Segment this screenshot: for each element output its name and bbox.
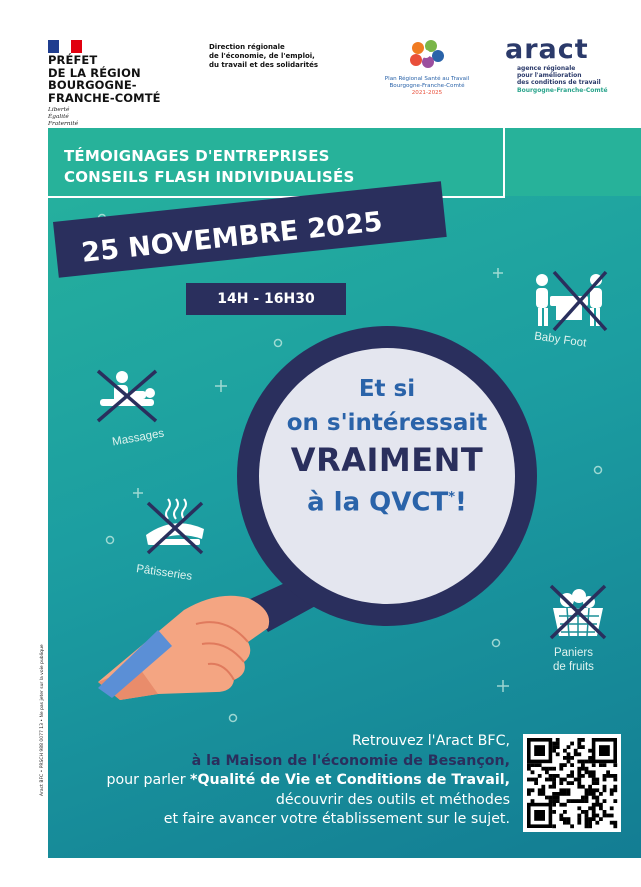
aract-subtitle-region: Bourgogne-Franche-Comté — [517, 86, 608, 94]
prst-emblem-icon — [404, 38, 450, 72]
aract-wordmark: aract — [505, 34, 589, 65]
lens-message — [262, 372, 512, 521]
aract-logo — [505, 35, 623, 94]
headline — [64, 146, 354, 188]
aract-subtitle — [517, 65, 623, 94]
lens-line-4 — [262, 480, 512, 521]
french-flag-icon — [48, 40, 82, 53]
event-time: 14H - 16H30 — [217, 291, 315, 307]
fruit-basket-icon — [545, 582, 611, 642]
headline-line-1: TÉMOIGNAGES D'ENTREPRISES — [64, 147, 330, 165]
prst-years: 2021-2025 — [411, 90, 443, 97]
babyfoot-label: Baby Foot — [533, 330, 588, 350]
prefet-title: PRÉFET DE LA RÉGION BOURGOGNE- FRANCHE-COMTÉ — [48, 53, 161, 105]
prst-text: Plan Régional Santé au Travail Bourgogne-Franche-Comté — [384, 76, 470, 90]
lens-line-4-end: ! — [455, 487, 467, 518]
bottom-line-3 — [70, 771, 510, 791]
massage-icon — [92, 365, 164, 427]
prst-logo — [372, 38, 482, 96]
bottom-message — [70, 732, 510, 830]
prefet-logo — [48, 40, 188, 128]
massages-label: Massages — [111, 427, 166, 449]
bottom-line-3-intro: pour parler — [106, 772, 191, 788]
qr-code[interactable] — [523, 734, 621, 832]
bottom-line-4: découvrir des outils et méthodes — [275, 791, 510, 808]
lens-line-2: on s'intéressait — [286, 410, 488, 436]
dreets-label: Direction régionale de l'économie, de l'emploi, du travail et des solidarités — [209, 43, 318, 69]
lens-line-4-text: à la QVCT — [307, 487, 449, 518]
event-date: 25 NOVEMBRE 2025 — [80, 206, 384, 269]
headline-line-2: CONSEILS FLASH INDIVIDUALISÉS — [64, 168, 355, 186]
paniers-label: Paniers de fruits — [553, 647, 594, 673]
lens-line-4-mark: * — [448, 490, 456, 505]
lens-line-3: VRAIMENT — [290, 441, 484, 479]
patisseries-label: Pâtisseries — [135, 563, 193, 583]
bottom-line-5: et faire avancer votre établissement sur le sujet. — [163, 811, 510, 827]
republic-motto: Liberté Égalité Fraternité — [48, 107, 79, 127]
bottom-line-3-qvct: *Qualité de Vie et Conditions de Travail, — [190, 772, 510, 788]
bottom-line-2: à la Maison de l'économie de Besançon, — [191, 752, 510, 769]
babyfoot-icon — [526, 268, 612, 336]
lens-line-1: Et si — [358, 376, 416, 402]
bottom-line-1: Retrouvez l'Aract BFC, — [351, 733, 510, 749]
pastry-icon — [140, 495, 210, 557]
aract-subtitle-main: agence régionale pour l'amélioration des conditions de travail — [517, 65, 601, 87]
qr-code-icon — [523, 734, 621, 832]
legal-sidenote: Aract BFC • PRSCH 988 0077 13 • Ne pas jeter sur la voie publique — [40, 644, 45, 796]
